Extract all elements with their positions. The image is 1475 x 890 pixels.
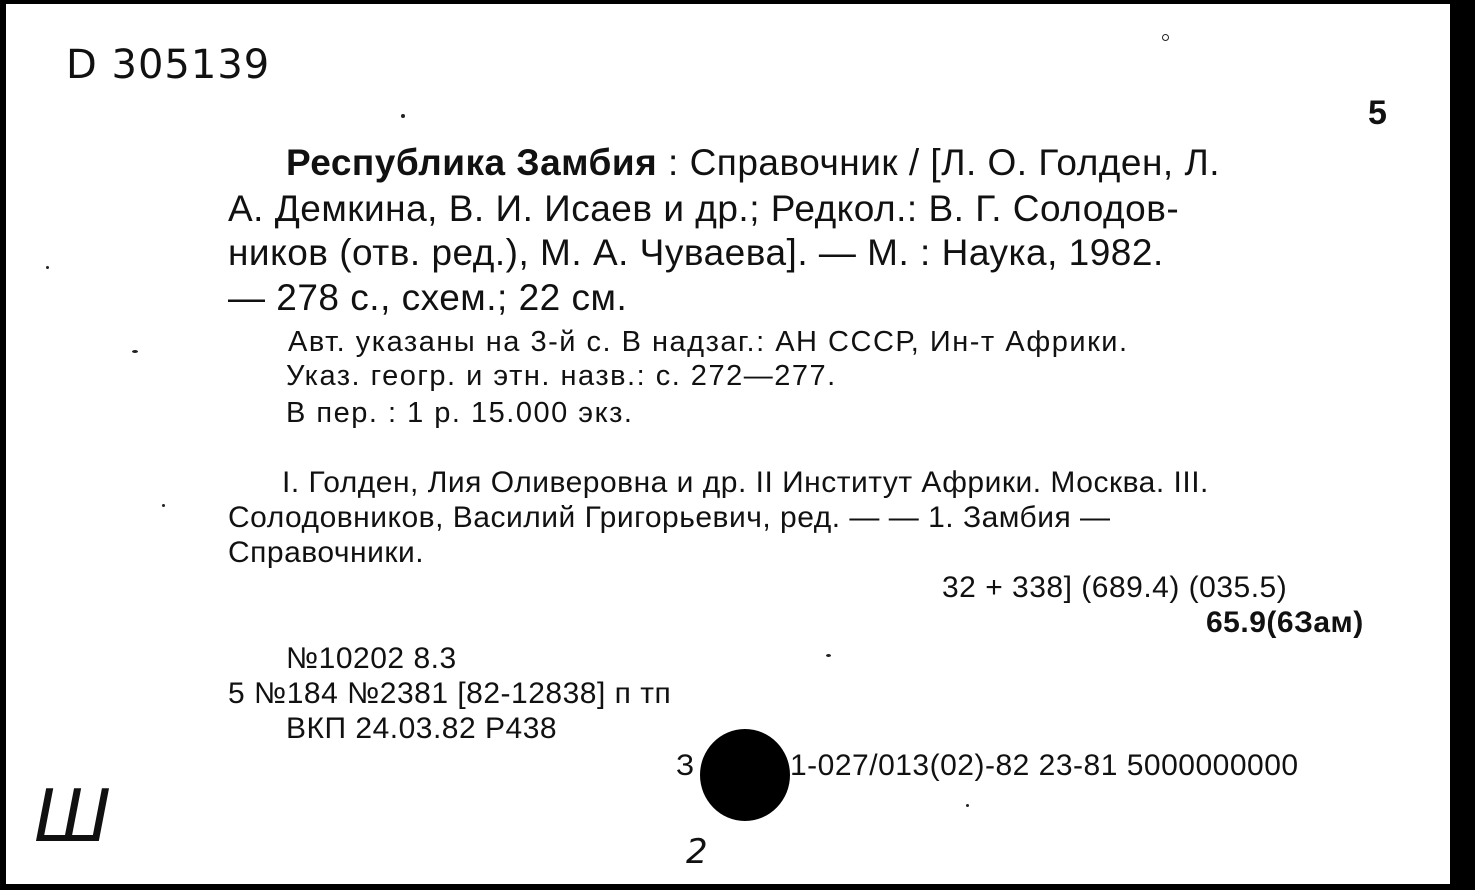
title-line-3: ников (отв. ред.), М. А. Чуваева]. — М. : Наука, 1982.	[228, 232, 1164, 273]
title-line-4: — 278 с., схем.; 22 см.	[228, 277, 628, 318]
title-line-1	[286, 142, 1220, 184]
code-right: 1-027/013(02)-82 23-81 5000000000	[790, 749, 1299, 782]
catalog-card	[6, 4, 1450, 884]
speck	[966, 804, 969, 807]
punch-hole	[700, 729, 790, 821]
corner-number: 5	[1368, 94, 1387, 132]
title-line-2: А. Демкина, В. И. Исаев и др.; Редкол.: В. Г. Солодов-	[228, 188, 1180, 229]
note-line-1: Авт. указаны на 3-й с. В надзаг.: АН СССР, Ин-т Африки.	[288, 326, 1129, 358]
udc-classification: 32 + 338] (689.4) (035.5)	[942, 571, 1288, 604]
speck	[401, 114, 405, 118]
speck	[826, 654, 831, 657]
speck	[1162, 34, 1169, 41]
code-left: З	[676, 749, 695, 782]
order-line-1: №10202 8.3	[286, 642, 457, 675]
order-line-2: 5 №184 №2381 [82-12838] п тп	[228, 677, 672, 710]
tracing-line-1: I. Голден, Лия Оливеровна и др. II Институт Африки. Москва. III.	[282, 466, 1209, 499]
title-bold: Республика Замбия	[286, 142, 658, 183]
handwritten-initials: Ш	[34, 774, 111, 858]
note-line-2: Указ. геогр. и этн. назв.: с. 272—277.	[286, 360, 837, 392]
speck	[46, 266, 49, 269]
card-edge-shadow	[1459, 0, 1475, 890]
speck	[162, 504, 165, 507]
speck	[132, 350, 138, 353]
title-rest: : Справочник / [Л. О. Голден, Л.	[657, 142, 1221, 183]
note-line-3: В пер. : 1 р. 15.000 экз.	[286, 397, 634, 429]
tracing-line-3: Справочники.	[228, 536, 425, 569]
tracing-line-2: Солодовников, Василий Григорьевич, ред. — — 1. Замбия —	[228, 501, 1111, 534]
order-line-3: ВКП 24.03.82 Р438	[286, 712, 558, 745]
inventory-number: D 305139	[66, 42, 271, 88]
handwritten-number: 2	[686, 832, 708, 872]
bbk-classification: 65.9(6Зам)	[1206, 606, 1364, 639]
